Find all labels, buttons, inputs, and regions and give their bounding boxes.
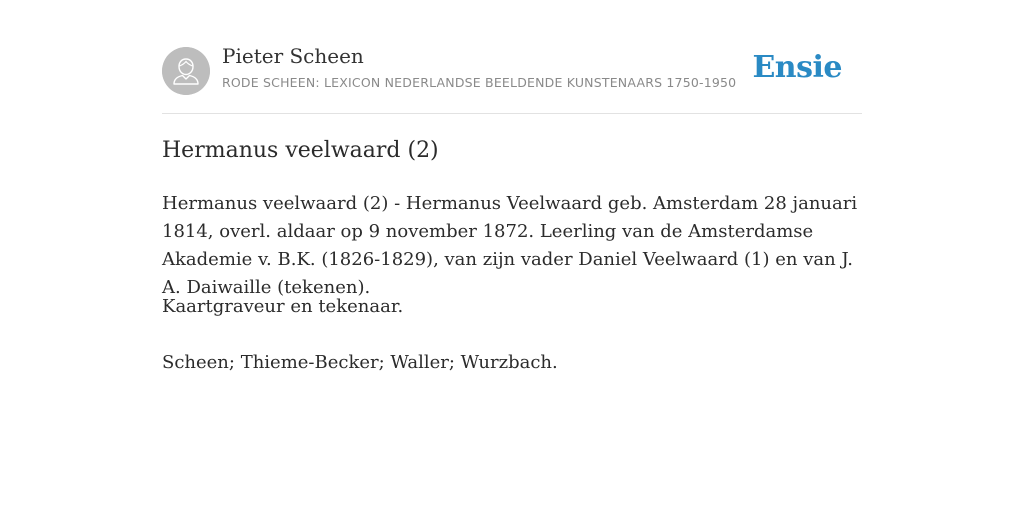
source-title[interactable]: RODE SCHEEN: LEXICON NEDERLANDSE BEELDENDE KUNSTENAARS 1750-1950 bbox=[222, 75, 737, 90]
entry-card bbox=[162, 0, 862, 373]
ensie-logo[interactable]: Ensie bbox=[752, 50, 842, 85]
user-avatar-icon bbox=[162, 47, 210, 95]
author-name[interactable]: Pieter Scheen bbox=[222, 44, 364, 68]
entry-references: Scheen; Thieme-Becker; Waller; Wurzbach. bbox=[162, 352, 558, 373]
author-avatar[interactable] bbox=[162, 47, 210, 95]
entry-description: Hermanus veelwaard (2) - Hermanus Veelwaard geb. Amsterdam 28 januari 1814, overl. aldaar op 9 november 1872. Leerling van de Amsterdamse Akademie v. B.K. (1826-1829), van zijn vader Daniel Veelwaard (1) en van J. A. Daiwaille (tekenen). bbox=[162, 193, 858, 298]
entry-occupation: Kaartgraveur en tekenaar. bbox=[162, 296, 404, 317]
entry-header bbox=[162, 0, 862, 114]
entry-title: Hermanus veelwaard (2) bbox=[162, 138, 439, 163]
